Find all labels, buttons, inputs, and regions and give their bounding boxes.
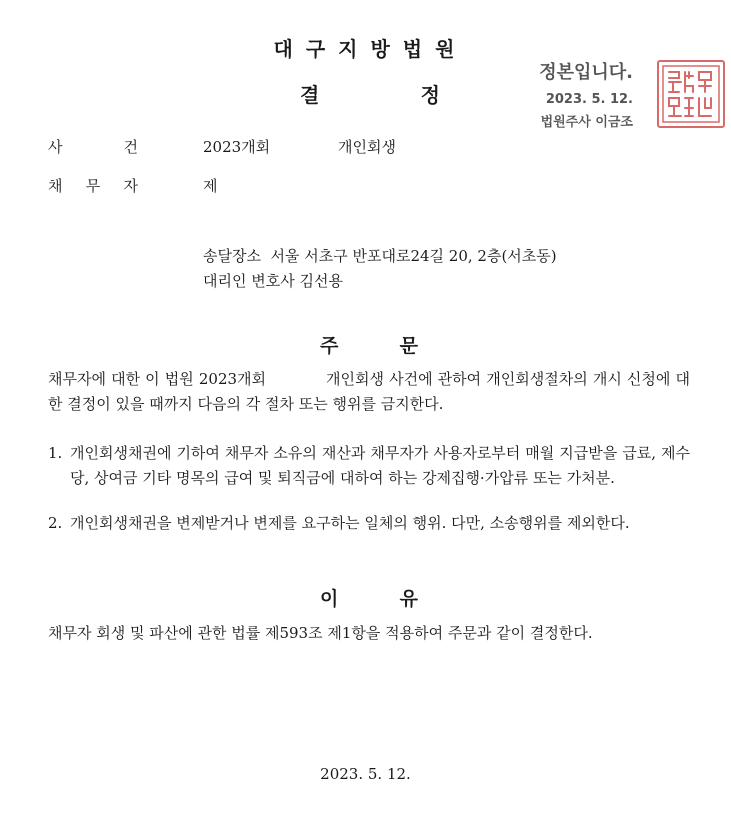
order-item-number: 2. — [48, 514, 63, 532]
debtor-label — [48, 175, 138, 196]
certification-officer: 법원주사 이금조 — [540, 115, 633, 130]
case-number: 2023개회 — [203, 138, 271, 156]
legal-agent: 대리인 변호사 김선용 — [203, 272, 343, 290]
document-type — [300, 79, 440, 108]
order-title — [320, 331, 418, 358]
seal-graphic — [659, 62, 723, 126]
debtor-label-char: 무 — [85, 177, 101, 195]
order-item — [48, 441, 690, 491]
order-item-number: 1. — [48, 444, 63, 462]
case-name: 개인회생 — [338, 138, 396, 156]
order-title-char: 주 — [320, 335, 339, 357]
reason-title-char: 이 — [320, 588, 339, 610]
case-label — [48, 136, 138, 157]
reason-title-char: 유 — [399, 588, 418, 610]
certification-title: 정본입니다. — [539, 62, 633, 83]
court-seal-icon — [657, 60, 725, 128]
reason-title — [320, 584, 418, 611]
certification-date: 2023. 5. 12. — [545, 92, 633, 107]
service-address: 송달장소 서울 서초구 반포대로24길 20, 2층(서초동) — [203, 247, 557, 265]
case-label-char: 건 — [123, 138, 138, 156]
debtor-name: 제 — [203, 177, 218, 195]
order-item-text: 개인회생채권에 기하여 채무자 소유의 재산과 채무자가 사용자로부터 매월 지급받을 급료, 제수당, 상여금 기타 명목의 급여 및 퇴직금에 대하여 하는 강제집행·가압류 또는 가처분. — [70, 444, 690, 487]
document-type-char: 결 — [300, 83, 320, 107]
debtor-label-char: 채 — [48, 177, 63, 195]
decision-date: 2023. 5. 12. — [320, 765, 411, 783]
order-intro-paragraph — [48, 367, 690, 417]
court-name: 대구지방법원 — [273, 37, 468, 61]
document-type-char: 정 — [420, 83, 440, 107]
order-item-text: 개인회생채권을 변제받거나 변제를 요구하는 일체의 행위. 다만, 소송행위를 제외한다. — [70, 514, 630, 532]
reason-text: 채무자 회생 및 파산에 관한 법률 제593조 제1항을 적용하여 주문과 같이 결정한다. — [48, 624, 593, 642]
order-title-char: 문 — [399, 335, 418, 357]
order-item — [48, 511, 690, 536]
debtor-label-char: 자 — [123, 177, 138, 195]
order-intro-part2: 개인회생 사건에 관하여 개인회생절차의 개시 신청에 대한 결정이 있을 때까지 다음의 각 절차 또는 행위를 금지한다. — [48, 370, 690, 413]
order-intro-part1: 채무자에 대한 이 법원 2023개회 — [48, 370, 267, 388]
case-label-char: 사 — [48, 138, 63, 156]
